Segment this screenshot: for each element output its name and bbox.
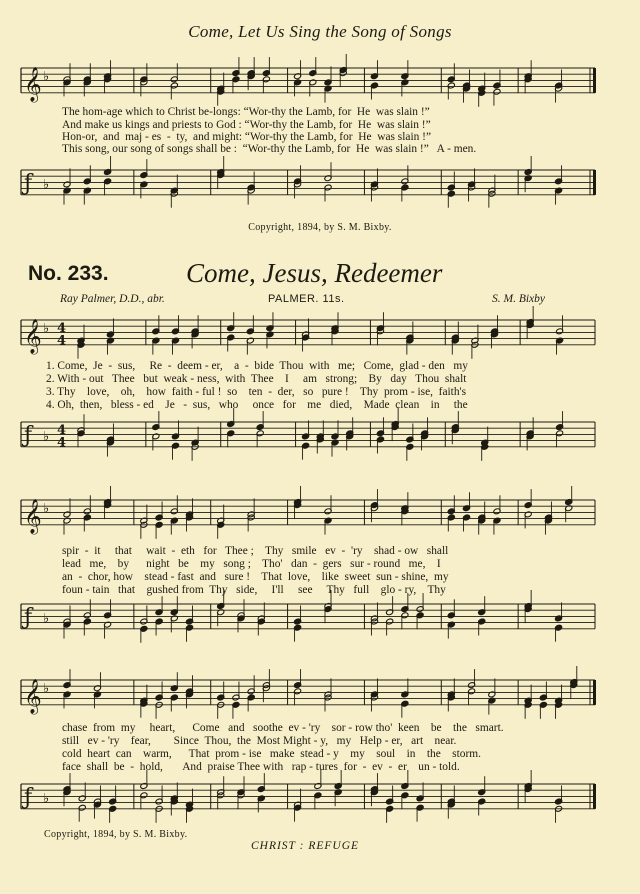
system2-verse-3: an - chor, how stead - fast and sure ! That love, like sweet sun - shine, my <box>62 571 449 583</box>
treble-clef-icon: 𝄞 <box>24 319 42 355</box>
treble-clef-icon: 𝄞 <box>24 679 42 715</box>
flat-icon: ♭ <box>43 177 50 193</box>
flat-icon: ♭ <box>43 611 50 627</box>
final-bar-thick <box>593 680 596 705</box>
prev-hymn-title: Come, Let Us Sing the Song of Songs <box>188 22 452 41</box>
flat-icon: ♭ <box>43 791 50 807</box>
system1-verse-1: 1. Come, Je - sus, Re - deem - er, a - bide Thou with me; Come, glad - den my <box>46 360 468 372</box>
system1-treble-staff <box>0 310 640 355</box>
system3-treble-staff <box>0 670 640 715</box>
system1-bass-staff <box>0 412 640 452</box>
hymn-tune: PALMER. 11s. <box>268 293 345 305</box>
hymn-title: Come, Jesus, Redeemer <box>186 258 443 288</box>
prev-verse-4: This song, our song of songs shall be : “Wor-thy the Lamb, for He was slain !” A - men. <box>62 143 477 155</box>
time-signature-top: 4 <box>57 320 67 336</box>
system1-verse-3: 3. Thy love, oh, how faith - ful ! so ten - der, so pure ! Thy prom - ise, faith's <box>46 386 467 398</box>
prev-copyright: Copyright, 1894, by S. M. Bixby. <box>248 222 392 233</box>
prev-bass-staff <box>0 160 640 200</box>
hymn-copyright: Copyright, 1894, by S. M. Bixby. <box>44 829 188 840</box>
system2-verse-2: lead me, by night be my song ; Tho' dan - gers sur - round me, I <box>62 558 441 570</box>
bass-clef-icon: ƒ <box>24 422 33 448</box>
system3-bass-staff <box>0 774 640 814</box>
treble-clef-icon: 𝄞 <box>24 499 42 535</box>
flat-icon: ♭ <box>43 501 50 517</box>
final-bar-thick <box>593 68 596 93</box>
system2-verse-4: foun - tain that gushed from Thy side, I'll see Thy full glo - ry, Thy <box>62 584 446 596</box>
staff-lines <box>21 680 595 705</box>
system3-verse-3: cold heart can warm, That prom - ise make stead - y my soul in the storm. <box>62 748 481 760</box>
system1-verse-4: 4. Oh, then, bless - ed Je - sus, who once for me died, Made clean in the <box>46 399 468 411</box>
flat-icon: ♭ <box>43 321 50 337</box>
hymn-number: No. 233. <box>28 262 109 285</box>
system1-verse-2: 2. With - out Thee but weak - ness, with Thee I am strong; By day Thou shalt <box>46 373 467 385</box>
system3-verse-1: chase from my heart, Come and soothe ev - 'ry sor - row tho' keen be the smart. <box>62 722 504 734</box>
system3-verse-2: still ev - 'ry fear, Since Thou, the Most Might - y, my Help - er, art near. <box>62 735 457 747</box>
prev-verse-1: The hom-age which to Christ be-longs: “Wor-thy the Lamb, for He was slain !” <box>62 106 430 118</box>
bass-clef-icon: ƒ <box>24 170 33 196</box>
final-bar-thick <box>593 170 596 195</box>
system2-bass-staff <box>0 594 640 634</box>
time-signature-top: 4 <box>57 422 67 438</box>
prev-verse-3: Hon-or, and maj - es - ty, and might: “Wor-thy the Lamb, for He was slain !” <box>62 131 432 143</box>
flat-icon: ♭ <box>43 69 50 85</box>
bass-clef-icon: ƒ <box>24 604 33 630</box>
time-signature-bottom: 4 <box>57 333 67 349</box>
system2-verse-1: spir - it that wait - eth for Thee ; Thy smile ev - 'ry shad - ow shall <box>62 545 449 557</box>
system2-treble-staff <box>0 490 640 535</box>
prev-verse-2: And make us kings and priests to God : “Wor-thy the Lamb, for He was slain !” <box>62 119 431 131</box>
hymn-author: Ray Palmer, D.D., abr. <box>60 293 165 305</box>
treble-clef-icon: 𝄞 <box>24 67 42 103</box>
hymn-composer: S. M. Bixby <box>492 293 546 305</box>
bass-clef-icon: ƒ <box>24 784 33 810</box>
staff-lines <box>21 784 595 809</box>
time-signature-bottom: 4 <box>57 435 67 451</box>
prev-treble-staff <box>0 58 640 103</box>
category-footer: CHRIST : REFUGE <box>250 840 360 852</box>
final-bar-thick <box>593 784 596 809</box>
flat-icon: ♭ <box>43 681 50 697</box>
flat-icon: ♭ <box>43 429 50 445</box>
system3-verse-4: face shall be - hold, And praise Thee with rap - tures for - ev - er un - told. <box>62 761 460 773</box>
